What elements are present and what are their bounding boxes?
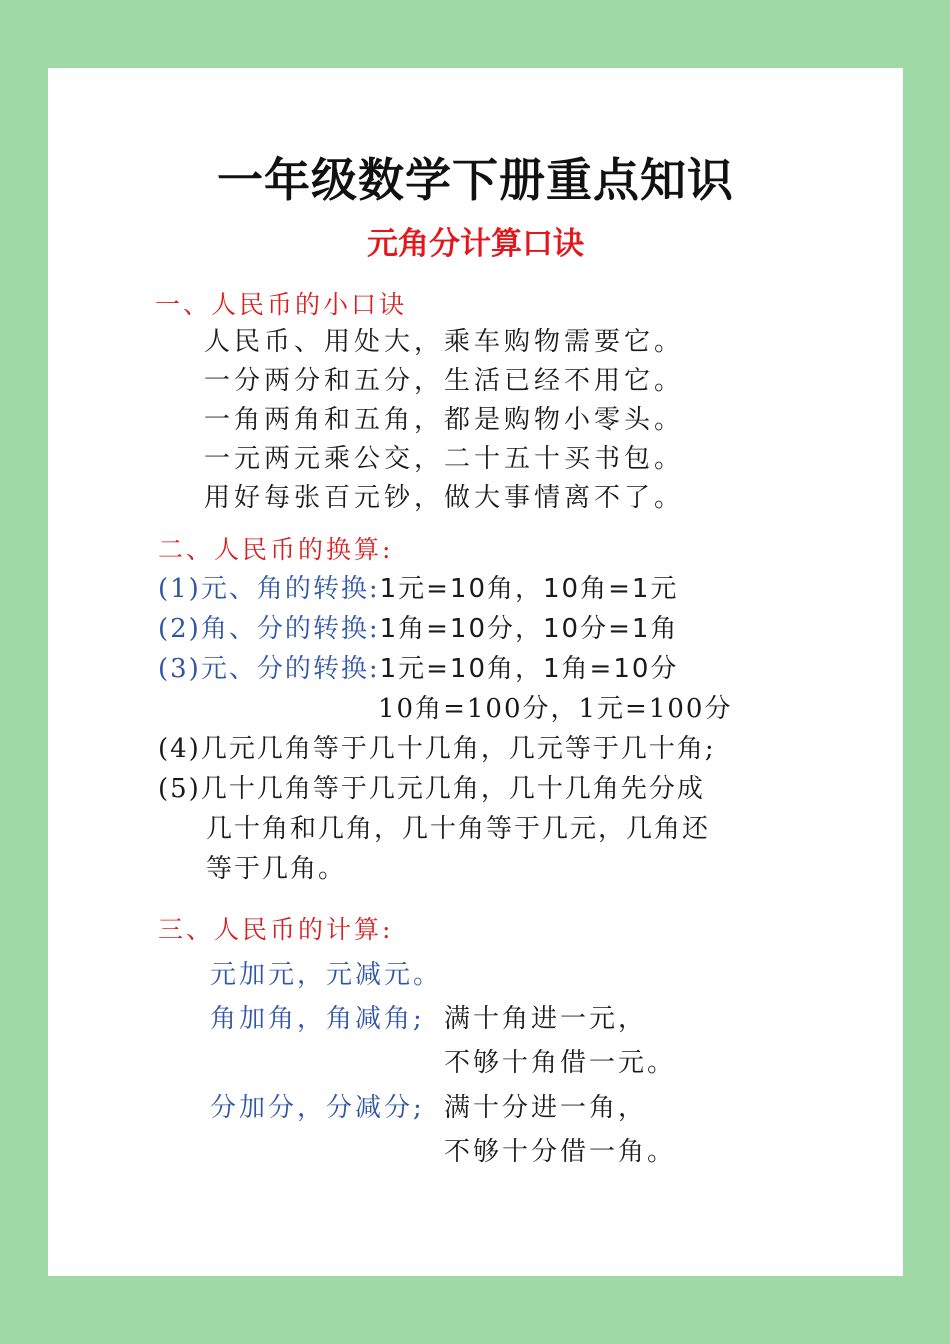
section2-heading: 二、人民币的换算: — [158, 535, 394, 564]
conversion-row-5-line-3: 等于几角。 — [206, 854, 347, 884]
section1-line-2: 一分两分和五分，生活已经不用它。 — [204, 366, 685, 396]
conversion-row-4: (4)几元几角等于几十几角，几元等于几十角; — [158, 734, 716, 764]
page-title: 一年级数学下册重点知识 — [217, 153, 734, 207]
conversion-label-2: (2)角、分的转换: — [158, 614, 380, 644]
fen-result-2: 不够十分借一角。 — [444, 1137, 677, 1167]
conversion-row-5-line-2: 几十角和几角，几十角等于几元，几角还 — [206, 814, 711, 844]
section1-line-1: 人民币、用处大，乘车购物需要它。 — [204, 327, 685, 357]
conversion-value-1: 1元=10角，10角=1元 — [379, 574, 679, 604]
conversion-value-2: 1角=10分，10分=1角 — [379, 614, 679, 644]
section1-line-3: 一角两角和五角，都是购物小零头。 — [204, 405, 685, 435]
jiao-rule: 角加角，角减角; — [210, 1004, 425, 1034]
page-subtitle: 元角分计算口诀 — [367, 226, 584, 262]
section3-heading: 三、人民币的计算: — [158, 915, 394, 944]
fen-rule: 分加分，分减分; — [210, 1093, 425, 1123]
yuan-rule: 元加元，元减元。 — [210, 960, 443, 990]
jiao-result-1: 满十角进一元， — [444, 1004, 648, 1034]
conversion-label-1: (1)元、角的转换: — [158, 574, 380, 604]
document-card — [48, 68, 903, 1276]
conversion-row-2 — [158, 608, 678, 645]
conversion-row-3 — [158, 648, 678, 685]
conversion-row-5-line-1: (5)几十几角等于几元几角，几十几角先分成 — [158, 774, 705, 804]
conversion-row-3-continuation: 10角=100分，1元=100分 — [378, 694, 733, 724]
conversion-label-3: (3)元、分的转换: — [158, 654, 380, 684]
fen-result-1: 满十分进一角， — [444, 1093, 648, 1123]
jiao-result-2: 不够十角借一元。 — [444, 1048, 677, 1078]
conversion-value-3: 1元=10角，1角=10分 — [379, 654, 679, 684]
section1-line-4: 一元两元乘公交，二十五十买书包。 — [204, 444, 685, 474]
conversion-row-1 — [158, 568, 678, 605]
section1-line-5: 用好每张百元钞，做大事情离不了。 — [204, 483, 685, 513]
section1-heading: 一、人民币的小口诀 — [155, 290, 408, 319]
